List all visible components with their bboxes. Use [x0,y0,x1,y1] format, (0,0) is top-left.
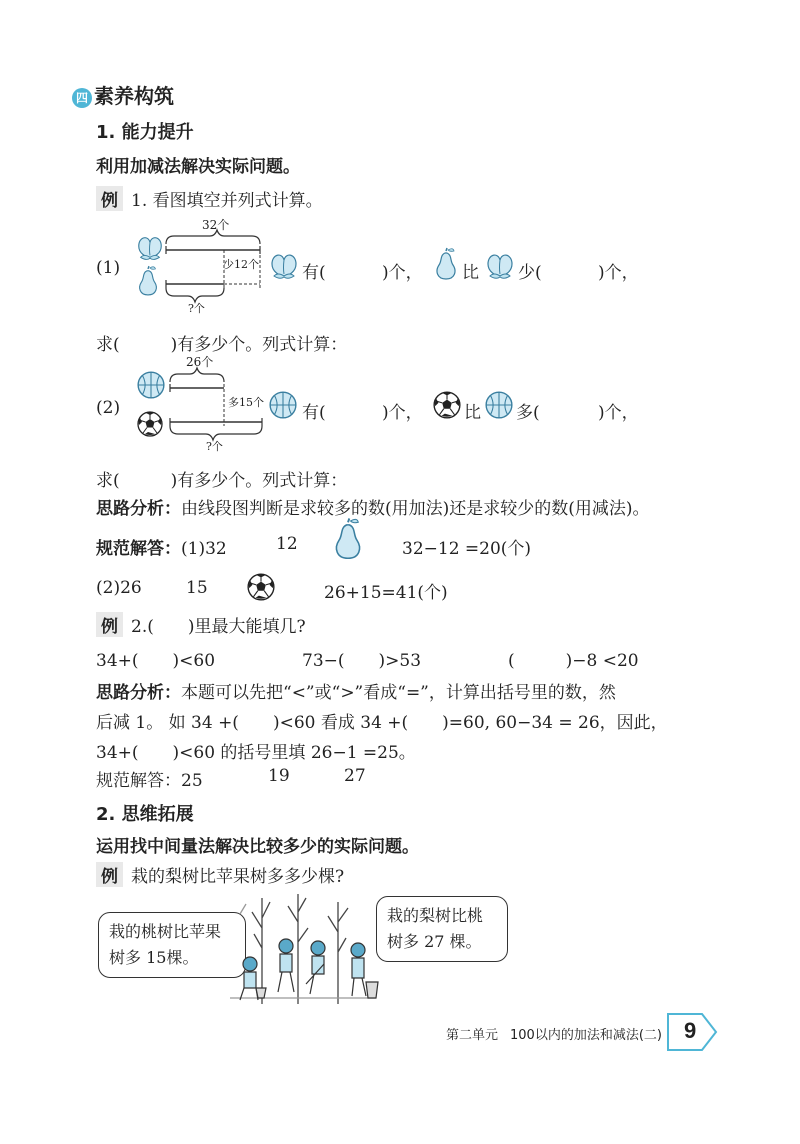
answer-1-c: 32−12 =20(个) [402,539,532,559]
basketball-icon [268,390,298,420]
analysis-1 [96,494,650,519]
section-header [72,80,174,109]
ex2-problem-1: 34+( )<60 [96,651,216,671]
analysis-2-line-3: 34+( )<60 的括号里填 26−1 =25。 [96,743,416,763]
ex2-answer-3: 27 [344,766,366,786]
example-label: 例 [96,862,123,887]
q1-text-than: 比 [462,263,479,283]
basketball-icon [136,370,166,400]
tree-planting-illustration [226,888,386,1006]
q2-line-diagram [164,352,274,452]
q1-number: (1) [96,258,121,278]
footer-unit: 第二单元 [446,1028,499,1043]
q1-text-less: 少( [518,263,542,283]
example-1-title: 1. 看图填空并列式计算。 [131,191,323,211]
q1-text-have: 有( [302,263,326,283]
ex2-answer-2: 19 [268,766,290,786]
q1-diagram-total: 32个 [202,218,230,232]
soccer-ball-icon [432,390,462,420]
q2-diagram-diff: 多15个 [228,396,264,409]
q1-text-unit: )个， [382,263,423,283]
example-label: 例 [96,612,123,637]
answer-1-b: 12 [276,534,298,554]
pear-icon [135,264,161,298]
q2-diagram-question: ?个 [206,440,223,452]
answer-2-c: 26+15=41(个) [324,583,448,603]
q2-text-than: 比 [464,403,481,423]
pear-icon [432,246,460,282]
ex2-problem-2: 73−( )>53 [302,651,422,671]
example-1-heading [96,186,323,211]
q1-line-2: 求( )有多少个。列式计算： [96,335,348,355]
answer-2-b: 15 [186,578,208,598]
pear-icon [330,516,366,562]
section-badge: 四 [72,88,92,108]
example-label: 例 [96,186,123,211]
example-2-title: 2.( )里最大能填几? [131,617,306,637]
soccer-ball-icon [246,572,276,602]
q2-text-have: 有( [302,403,326,423]
example-2-heading [96,612,306,637]
answer-2-a: (2)26 [96,578,142,598]
analysis-label: 思路分析： [96,683,181,702]
sub-desc-1: 利用加减法解决实际问题。 [96,157,300,176]
sub-title-2: 2. 思维拓展 [96,804,194,825]
q2-diagram-total: 26个 [186,355,214,369]
q2-line-2: 求( )有多少个。列式计算： [96,471,348,491]
sub-title-1: 1. 能力提升 [96,122,194,143]
q2-text-more: 多( [516,403,540,423]
q2-text-unit-2: )个， [598,403,639,423]
speech-bubble-left: 栽的桃树比苹果树多 15棵。 [98,912,246,978]
section-title: 素养构筑 [94,84,174,108]
analysis-2-line-1: 本题可以先把“<”或“>”看成“=”，计算出括号里的数，然 [181,683,616,703]
page-number: 9 [684,1018,697,1043]
speech-bubble-right: 栽的梨树比桃树多 27 棵。 [376,896,508,962]
example-3-title: 栽的梨树比苹果树多多少棵? [131,867,345,887]
soccer-ball-icon [136,410,164,438]
q1-line-diagram [160,216,270,316]
answer-2 [96,766,203,791]
peach-icon [268,250,300,280]
analysis-label: 思路分析： [96,499,181,518]
answer-label: 规范解答： [96,771,181,790]
answer-label: 规范解答：(1)32 [96,539,227,559]
peach-icon [484,250,516,280]
q2-text-unit: )个， [382,403,423,423]
q1-text-unit-2: )个， [598,263,639,283]
footer-chapter: 100以内的加法和减法(二) [510,1028,662,1043]
example-3-heading [96,862,344,887]
analysis-2 [96,678,616,703]
basketball-icon [484,390,514,420]
ex2-problem-3: ( )−8 <20 [508,651,639,671]
q2-number: (2) [96,398,121,418]
analysis-1-text: 由线段图判断是求较多的数(用加法)还是求较少的数(用减法)。 [181,499,650,519]
sub-desc-2: 运用找中间量法解决比较多少的实际问题。 [96,837,419,856]
q1-diagram-question: ?个 [188,302,205,315]
ex2-answer-1: 25 [181,771,203,791]
q1-diagram-diff: 少12个 [223,258,259,271]
analysis-2-line-2: 后减 1。 如 34 +( )<60 看成 34 +( )=60, 60−34 = 26，因此， [96,713,668,733]
answer-1-a: (1)32 [181,539,227,559]
